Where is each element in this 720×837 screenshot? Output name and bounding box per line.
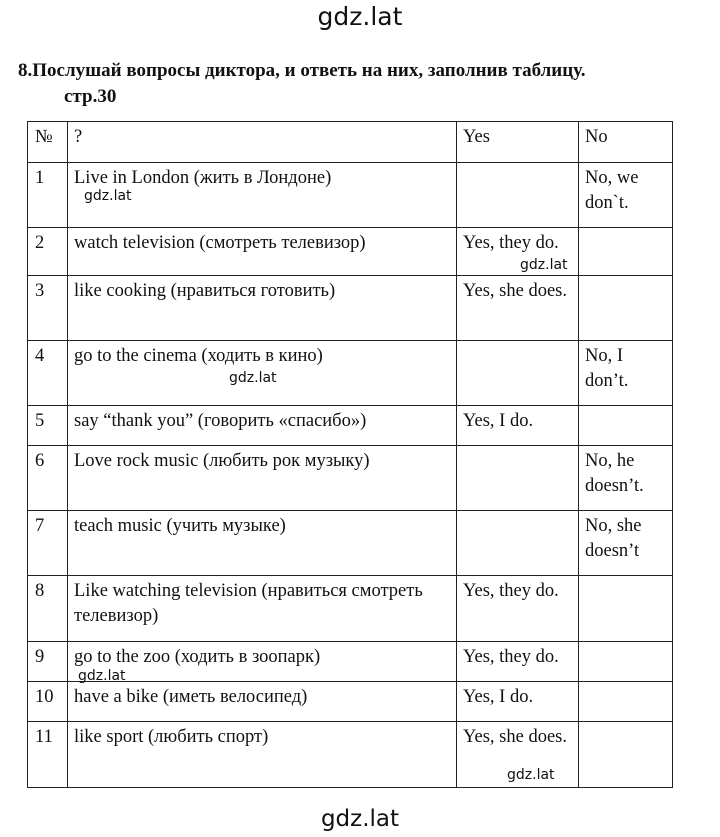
- watermark-small: gdz.lat: [229, 370, 277, 386]
- table-row: [28, 446, 673, 511]
- row-no-answer: [579, 406, 673, 446]
- row-number: 11: [28, 722, 68, 788]
- row-question: go to the zoo (ходить в зоопарк): [68, 642, 457, 682]
- answers-table: [27, 121, 673, 788]
- table-row: [28, 228, 673, 276]
- row-question: Live in London (жить в Лондоне): [68, 163, 457, 228]
- row-number: 1: [28, 163, 68, 228]
- watermark-bottom: gdz.lat: [320, 806, 400, 832]
- header-yes: Yes: [457, 122, 579, 163]
- row-question: say “thank you” (говорить «спасибо»): [68, 406, 457, 446]
- row-question: Love rock music (любить рок музыку): [68, 446, 457, 511]
- row-yes-answer: Yes, they do.: [457, 576, 579, 642]
- row-no-answer: [579, 276, 673, 341]
- row-number: 6: [28, 446, 68, 511]
- row-number: 3: [28, 276, 68, 341]
- watermark-small: gdz.lat: [507, 767, 555, 783]
- row-number: 2: [28, 228, 68, 276]
- row-yes-answer: [457, 446, 579, 511]
- row-yes-answer: Yes, I do.: [457, 406, 579, 446]
- row-no-answer: [579, 682, 673, 722]
- row-yes-answer: [457, 163, 579, 228]
- row-no-answer: [579, 722, 673, 788]
- exercise-instruction: 8.Послушай вопросы диктора, и ответь на них, заполнив таблицу.: [18, 60, 586, 81]
- row-no-answer: No, we don`t.: [579, 163, 673, 228]
- row-yes-answer: [457, 511, 579, 576]
- row-question: teach music (учить музыке): [68, 511, 457, 576]
- table-row: [28, 276, 673, 341]
- table-row: [28, 682, 673, 722]
- row-number: 8: [28, 576, 68, 642]
- row-question: like cooking (нравиться готовить): [68, 276, 457, 341]
- exercise-heading: [18, 58, 586, 110]
- row-no-answer: No, she doesn’t: [579, 511, 673, 576]
- row-question: like sport (любить спорт): [68, 722, 457, 788]
- table-row: [28, 341, 673, 406]
- row-yes-answer: [457, 341, 579, 406]
- row-number: 5: [28, 406, 68, 446]
- table-row: [28, 406, 673, 446]
- table-header-row: [28, 122, 673, 163]
- header-no: No: [579, 122, 673, 163]
- row-yes-answer: Yes, they do.: [457, 642, 579, 682]
- watermark-top: gdz.lat: [317, 2, 403, 31]
- row-yes-answer: Yes, they do.: [457, 228, 579, 276]
- row-number: 10: [28, 682, 68, 722]
- watermark-small: gdz.lat: [520, 257, 568, 273]
- row-question: watch television (смотреть телевизор): [68, 228, 457, 276]
- row-number: 7: [28, 511, 68, 576]
- header-question: ?: [68, 122, 457, 163]
- row-question: Like watching television (нравиться смотреть телевизор): [68, 576, 457, 642]
- row-question: have a bike (иметь велосипед): [68, 682, 457, 722]
- row-number: 4: [28, 341, 68, 406]
- header-number: №: [28, 122, 68, 163]
- page-reference: стр.30: [64, 86, 117, 107]
- table-row: [28, 722, 673, 788]
- watermark-small: gdz.lat: [84, 188, 132, 204]
- row-no-answer: [579, 576, 673, 642]
- row-no-answer: [579, 228, 673, 276]
- row-yes-answer: Yes, she does.: [457, 276, 579, 341]
- watermark-small: gdz.lat: [78, 668, 126, 684]
- row-no-answer: [579, 642, 673, 682]
- row-question: go to the cinema (ходить в кино): [68, 341, 457, 406]
- row-no-answer: No, I don’t.: [579, 341, 673, 406]
- table-row: [28, 576, 673, 642]
- row-yes-answer: Yes, I do.: [457, 682, 579, 722]
- row-yes-answer: Yes, she does.: [457, 722, 579, 788]
- table-row: [28, 511, 673, 576]
- row-number: 9: [28, 642, 68, 682]
- row-no-answer: No, he doesn’t.: [579, 446, 673, 511]
